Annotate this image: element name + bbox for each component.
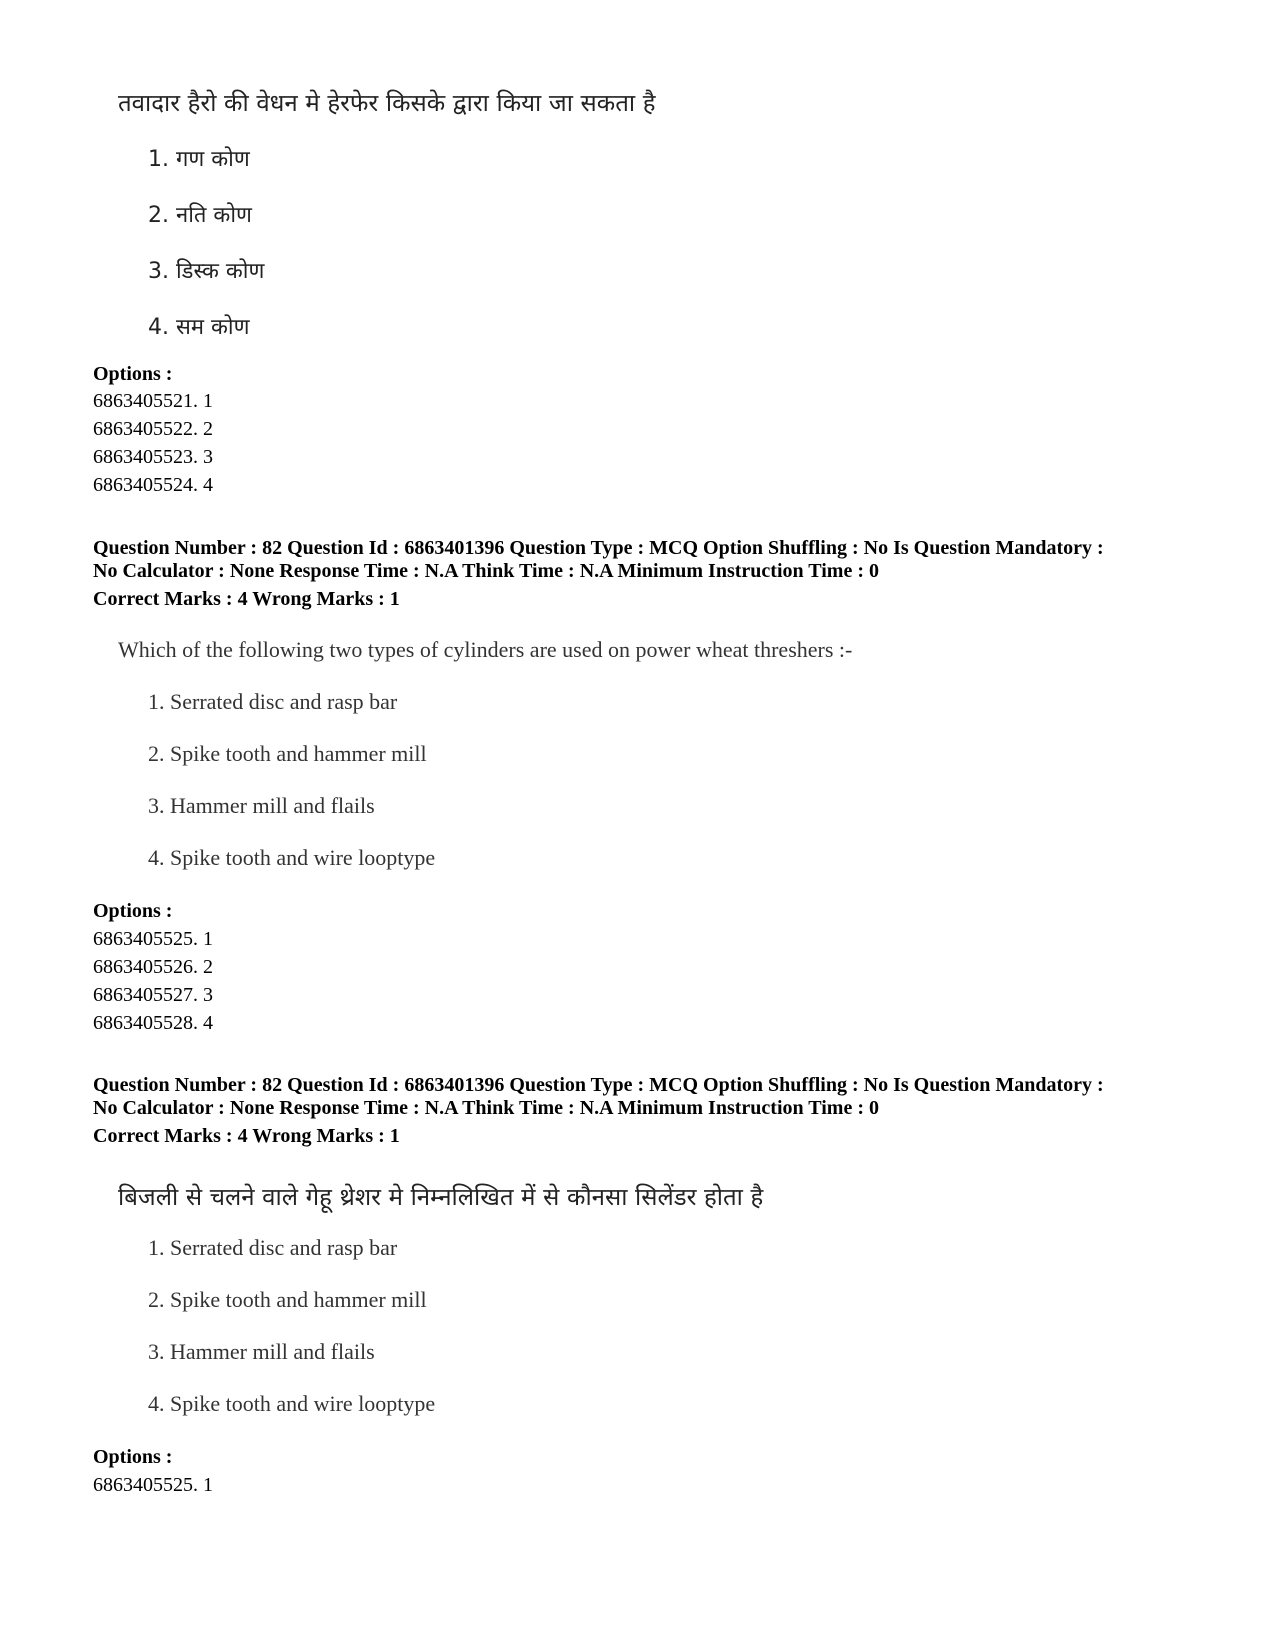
choice-item: 2. Spike tooth and hammer mill — [148, 741, 427, 766]
choice-item: 1. Serrated disc and rasp bar — [148, 1235, 398, 1260]
options-label: Options : — [93, 900, 173, 922]
question-meta-line-2: No Calculator : None Response Time : N.A Think Time : N.A Minimum Instruction Time : 0 — [93, 1097, 879, 1119]
choice-item: 3. Hammer mill and flails — [148, 793, 375, 818]
option-id: 6863405526. 2 — [93, 956, 213, 978]
option-id: 6863405525. 1 — [93, 928, 213, 950]
question-text: Which of the following two types of cylinders are used on power wheat threshers :- — [118, 637, 853, 662]
option-id: 6863405528. 4 — [93, 1012, 213, 1034]
option-id: 6863405521. 1 — [93, 390, 213, 412]
choice-item: 2. Spike tooth and hammer mill — [148, 1287, 427, 1312]
option-id: 6863405523. 3 — [93, 446, 213, 468]
option-id: 6863405527. 3 — [93, 984, 213, 1006]
choice-item: 4. Spike tooth and wire looptype — [148, 1391, 436, 1416]
marks-line: Correct Marks : 4 Wrong Marks : 1 — [93, 1125, 400, 1147]
option-id: 6863405522. 2 — [93, 418, 213, 440]
marks-line: Correct Marks : 4 Wrong Marks : 1 — [93, 588, 400, 610]
choice-item: 2. नति कोण — [148, 203, 252, 228]
option-id: 6863405525. 1 — [93, 1474, 213, 1496]
question-meta-line-1: Question Number : 82 Question Id : 6863401396 Question Type : MCQ Option Shuffling : No Is Question Mandatory : — [93, 1074, 1104, 1096]
choice-item: 4. सम कोण — [148, 315, 250, 340]
options-label: Options : — [93, 363, 173, 385]
choice-item: 1. गण कोण — [148, 147, 250, 172]
question-meta-line-1: Question Number : 82 Question Id : 6863401396 Question Type : MCQ Option Shuffling : No Is Question Mandatory : — [93, 537, 1104, 559]
options-label: Options : — [93, 1446, 173, 1468]
choice-item: 4. Spike tooth and wire looptype — [148, 845, 436, 870]
choice-item: 1. Serrated disc and rasp bar — [148, 689, 398, 714]
choice-item: 3. Hammer mill and flails — [148, 1339, 375, 1364]
choice-item: 3. डिस्क कोण — [148, 259, 265, 284]
option-id: 6863405524. 4 — [93, 474, 213, 496]
question-text: बिजली से चलने वाले गेहू थ्रेशर मे निम्नलिखित में से कौनसा सिलेंडर होता है — [118, 1183, 764, 1211]
question-meta-line-2: No Calculator : None Response Time : N.A Think Time : N.A Minimum Instruction Time : 0 — [93, 560, 879, 582]
question-text: तवादार हैरो की वेधन मे हेरफेर किसके द्वारा किया जा सकता है — [118, 89, 656, 117]
